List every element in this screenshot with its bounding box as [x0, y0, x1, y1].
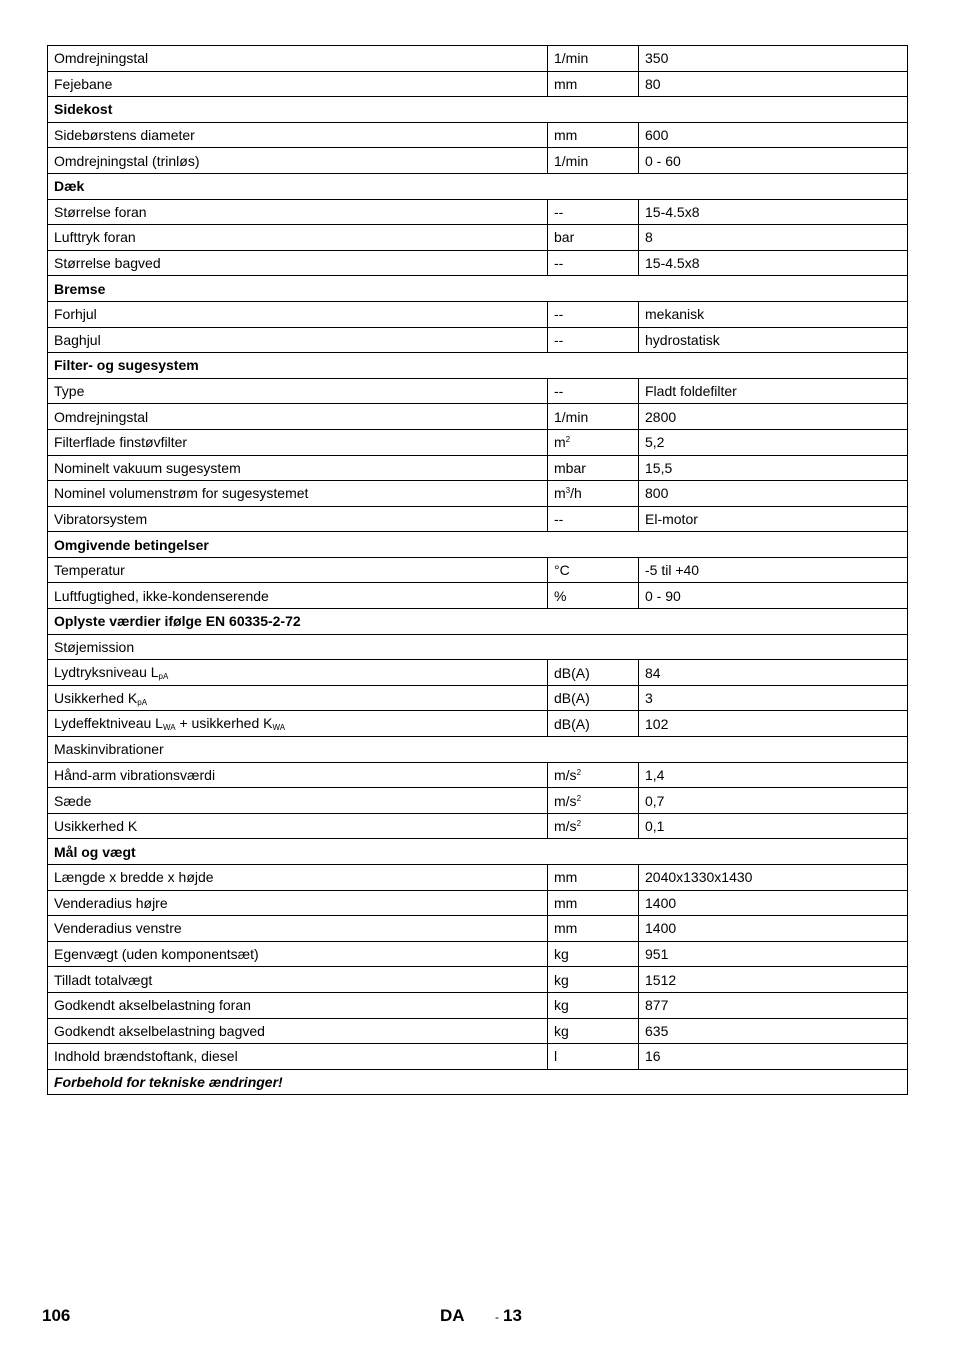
value-cell: 1400 [639, 916, 908, 942]
unit-cell [548, 583, 639, 609]
value-cell: 0,7 [639, 788, 908, 814]
unit-cell [548, 992, 639, 1018]
label-cell [48, 762, 548, 788]
value-cell: Fladt foldefilter [639, 378, 908, 404]
label-text: Størrelse foran [54, 203, 147, 220]
unit-superscript: 2 [565, 435, 571, 445]
page-number: 106 [42, 1306, 71, 1325]
value-cell: 2040x1330x1430 [639, 865, 908, 891]
section-header-row [48, 532, 908, 558]
language-code: DA [440, 1306, 465, 1325]
table-row [48, 685, 908, 711]
label-text: Godkendt akselbelastning bagved [54, 1022, 265, 1039]
unit-text: bar [554, 229, 575, 246]
unit-text: m/s [554, 818, 577, 835]
table-row [48, 762, 908, 788]
table-row [48, 583, 908, 609]
unit-text: -- [554, 383, 564, 400]
table-row [48, 122, 908, 148]
subheading-row [48, 737, 908, 763]
unit-text: mm [554, 127, 578, 144]
value-cell: 0,1 [639, 813, 908, 839]
unit-text: m/s [554, 766, 577, 783]
value-cell: 5,2 [639, 429, 908, 455]
table-row [48, 46, 908, 72]
table-row [48, 865, 908, 891]
value-cell: 15,5 [639, 455, 908, 481]
label-cell [48, 327, 548, 353]
unit-superscript: 2 [576, 767, 582, 777]
section-cell: Omgivende betingelser [48, 532, 908, 558]
section-page-dash: - [495, 1310, 499, 1324]
unit-cell [548, 429, 639, 455]
section-cell: Bremse [48, 276, 908, 302]
unit-cell [548, 788, 639, 814]
label-cell [48, 813, 548, 839]
unit-text: mm [554, 920, 578, 937]
value-cell: -5 til +40 [639, 557, 908, 583]
value-cell: 15-4.5x8 [639, 250, 908, 276]
unit-cell [548, 46, 639, 72]
section-header-row [48, 97, 908, 123]
unit-text: kg [554, 1022, 569, 1039]
label-text: Indhold brændstoftank, diesel [54, 1048, 238, 1065]
unit-cell [548, 148, 639, 174]
value-cell: 80 [639, 71, 908, 97]
unit-text: dB(A) [554, 690, 590, 707]
label-subscript: pA [158, 672, 169, 682]
label-text: Sæde [54, 792, 92, 809]
unit-cell [548, 327, 639, 353]
label-cell [48, 711, 548, 737]
note-cell: Forbehold for tekniske ændringer! [48, 1069, 908, 1095]
unit-text: m [554, 485, 566, 502]
label-text: Lydtryksniveau L [54, 664, 159, 681]
table-row [48, 71, 908, 97]
unit-text: m [554, 434, 566, 451]
section-cell: Filter- og sugesystem [48, 353, 908, 379]
section-header-row [48, 839, 908, 865]
unit-text: mm [554, 75, 578, 92]
label-text: Nominel volumenstrøm for sugesystemet [54, 485, 309, 502]
table-row [48, 941, 908, 967]
label-text: Lufttryk foran [54, 229, 136, 246]
unit-text: °C [554, 562, 570, 579]
label-cell [48, 685, 548, 711]
label-text: Luftfugtighed, ikke-kondenserende [54, 587, 269, 604]
unit-cell [548, 813, 639, 839]
table-row [48, 711, 908, 737]
label-text: Lydeffektniveau L [54, 715, 163, 732]
section-page-value: 13 [503, 1306, 522, 1325]
label-cell [48, 122, 548, 148]
label-cell [48, 71, 548, 97]
unit-cell [548, 481, 639, 507]
section-header-row [48, 173, 908, 199]
value-cell: 1512 [639, 967, 908, 993]
technical-data-table [47, 45, 908, 1095]
label-text: Omdrejningstal (trinløs) [54, 152, 200, 169]
label-text: Godkendt akselbelastning foran [54, 997, 251, 1014]
value-cell: mekanisk [639, 301, 908, 327]
label-cell [48, 225, 548, 251]
table-row [48, 890, 908, 916]
unit-cell [548, 890, 639, 916]
value-cell: 1,4 [639, 762, 908, 788]
value-cell: hydrostatisk [639, 327, 908, 353]
label-text: Størrelse bagved [54, 255, 161, 272]
label-cell [48, 583, 548, 609]
value-cell: 1400 [639, 890, 908, 916]
label-text: Sidebørstens diameter [54, 127, 195, 144]
value-cell: 951 [639, 941, 908, 967]
section-header-row [48, 353, 908, 379]
unit-cell [548, 506, 639, 532]
unit-text: -- [554, 510, 564, 527]
label-cell [48, 506, 548, 532]
table-row [48, 327, 908, 353]
label-cell [48, 199, 548, 225]
section-header-row [48, 609, 908, 635]
value-cell: 635 [639, 1018, 908, 1044]
label-cell [48, 992, 548, 1018]
value-cell: 15-4.5x8 [639, 199, 908, 225]
table-row [48, 301, 908, 327]
table-row [48, 455, 908, 481]
label-text: Vibratorsystem [54, 510, 148, 527]
label-text: Egenvægt (uden komponentsæt) [54, 946, 259, 963]
unit-text: 1/min [554, 50, 589, 67]
label-text: Venderadius højre [54, 894, 168, 911]
label-cell [48, 46, 548, 72]
table-row [48, 660, 908, 686]
value-cell: 600 [639, 122, 908, 148]
label-subscript: pA [137, 697, 148, 707]
unit-cell [548, 250, 639, 276]
table-row [48, 404, 908, 430]
plain-cell: Støjemission [48, 634, 908, 660]
label-cell [48, 660, 548, 686]
value-cell: 2800 [639, 404, 908, 430]
unit-cell [548, 1018, 639, 1044]
value-cell: 800 [639, 481, 908, 507]
unit-cell [548, 941, 639, 967]
unit-cell [548, 71, 639, 97]
table-row [48, 788, 908, 814]
value-cell: 877 [639, 992, 908, 1018]
table-row [48, 429, 908, 455]
unit-text: mbar [554, 459, 586, 476]
unit-text: kg [554, 997, 569, 1014]
label-cell [48, 916, 548, 942]
label-text: Temperatur [54, 562, 125, 579]
table-row [48, 199, 908, 225]
label-cell [48, 429, 548, 455]
label-cell [48, 1018, 548, 1044]
unit-cell [548, 865, 639, 891]
technical-data-table-body [48, 46, 908, 1095]
unit-cell [548, 557, 639, 583]
label-text: Omdrejningstal [54, 408, 149, 425]
value-cell: 0 - 90 [639, 583, 908, 609]
unit-text: mm [554, 894, 578, 911]
unit-text: kg [554, 946, 569, 963]
section-header-row [48, 276, 908, 302]
unit-text: dB(A) [554, 715, 590, 732]
label-text: Usikkerhed K [54, 818, 138, 835]
section-cell: Dæk [48, 173, 908, 199]
unit-text: m/s [554, 792, 577, 809]
label-text: Venderadius venstre [54, 920, 182, 937]
subheading-row [48, 634, 908, 660]
unit-cell [548, 1044, 639, 1070]
label-subscript: WA [272, 723, 286, 733]
unit-text: dB(A) [554, 664, 590, 681]
table-row [48, 481, 908, 507]
label-text: Længde x bredde x højde [54, 869, 214, 886]
label-text: Type [54, 383, 85, 400]
section-cell: Oplyste værdier ifølge EN 60335-2-72 [48, 609, 908, 635]
unit-text: -- [554, 331, 564, 348]
footnote-row [48, 1069, 908, 1095]
label-text: Baghjul [54, 331, 101, 348]
table-row [48, 506, 908, 532]
label-text: Fejebane [54, 75, 113, 92]
unit-text: % [554, 587, 567, 604]
unit-cell [548, 916, 639, 942]
plain-cell: Maskinvibrationer [48, 737, 908, 763]
unit-cell [548, 225, 639, 251]
table-row [48, 557, 908, 583]
unit-text-continued: /h [570, 485, 582, 502]
table-row [48, 378, 908, 404]
unit-cell [548, 685, 639, 711]
label-text: Filterflade finstøvfilter [54, 434, 188, 451]
label-text: Omdrejningstal [54, 50, 149, 67]
label-cell [48, 455, 548, 481]
table-row [48, 813, 908, 839]
unit-cell [548, 122, 639, 148]
unit-text: -- [554, 203, 564, 220]
value-cell: 102 [639, 711, 908, 737]
unit-cell [548, 378, 639, 404]
value-cell: 0 - 60 [639, 148, 908, 174]
unit-text: mm [554, 869, 578, 886]
unit-cell [548, 762, 639, 788]
value-cell: 3 [639, 685, 908, 711]
label-cell [48, 378, 548, 404]
label-text: Hånd-arm vibrationsværdi [54, 766, 216, 783]
table-row [48, 1018, 908, 1044]
label-cell [48, 1044, 548, 1070]
unit-text: -- [554, 306, 564, 323]
label-text: Forhjul [54, 306, 97, 323]
label-cell [48, 941, 548, 967]
unit-superscript: 2 [576, 819, 582, 829]
section-page-number [495, 1306, 522, 1326]
unit-superscript: 2 [576, 793, 582, 803]
unit-cell [548, 301, 639, 327]
table-row [48, 148, 908, 174]
table-row [48, 225, 908, 251]
table-row [48, 916, 908, 942]
unit-text: 1/min [554, 408, 589, 425]
unit-text: 1/min [554, 152, 589, 169]
value-cell: 8 [639, 225, 908, 251]
label-text-continued: + usikkerhed K [175, 715, 273, 732]
unit-cell [548, 711, 639, 737]
label-text: Usikkerhed K [54, 689, 138, 706]
unit-cell [548, 404, 639, 430]
label-cell [48, 250, 548, 276]
label-subscript: WA [162, 723, 176, 733]
unit-superscript: 3 [565, 486, 571, 496]
label-cell [48, 148, 548, 174]
section-cell: Mål og vægt [48, 839, 908, 865]
value-cell: El-motor [639, 506, 908, 532]
label-cell [48, 865, 548, 891]
table-row [48, 1044, 908, 1070]
unit-cell [548, 455, 639, 481]
label-cell [48, 890, 548, 916]
unit-cell [548, 199, 639, 225]
label-cell [48, 788, 548, 814]
label-cell [48, 557, 548, 583]
label-cell [48, 404, 548, 430]
unit-cell [548, 660, 639, 686]
unit-text: l [554, 1048, 558, 1065]
value-cell: 84 [639, 660, 908, 686]
unit-text: kg [554, 971, 569, 988]
unit-cell [548, 967, 639, 993]
table-row [48, 992, 908, 1018]
label-text: Nominelt vakuum sugesystem [54, 459, 241, 476]
label-cell [48, 301, 548, 327]
label-cell [48, 967, 548, 993]
unit-text: -- [554, 255, 564, 272]
value-cell: 16 [639, 1044, 908, 1070]
label-text: Tilladt totalvægt [54, 971, 153, 988]
label-cell [48, 481, 548, 507]
section-cell: Sidekost [48, 97, 908, 123]
table-row [48, 250, 908, 276]
value-cell: 350 [639, 46, 908, 72]
table-row [48, 967, 908, 993]
